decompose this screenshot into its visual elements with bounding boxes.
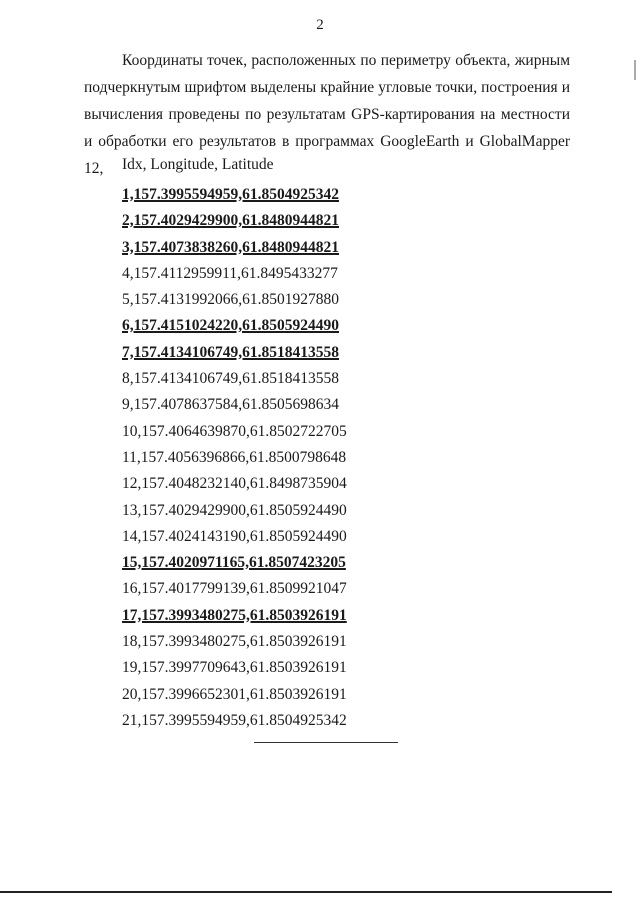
- coordinate-row: 9,157.4078637584,61.8505698634: [122, 396, 339, 414]
- coordinate-row: 11,157.4056396866,61.8500798648: [122, 448, 347, 466]
- coordinate-row: 16,157.4017799139,61.8509921047: [122, 580, 347, 598]
- footer-rule: [0, 891, 612, 893]
- coordinate-row: 21,157.3995594959,61.8504925342: [122, 711, 347, 729]
- coordinate-row-corner: 3,157.4073838260,61.8480944821: [122, 238, 339, 256]
- coordinate-row-corner: 2,157.4029429900,61.8480944821: [122, 212, 339, 230]
- page-number: 2: [316, 17, 324, 33]
- coordinate-row: 5,157.4131992066,61.8501927880: [122, 291, 339, 309]
- end-separator-line: [254, 742, 398, 743]
- table-header: Idx, Longitude, Latitude: [122, 156, 274, 173]
- coordinate-row: 8,157.4134106749,61.8518413558: [122, 370, 339, 388]
- coordinate-row: 4,157.4112959911,61.8495433277: [122, 264, 338, 282]
- coordinate-row-corner: 17,157.3993480275,61.8503926191: [122, 606, 347, 624]
- coordinate-row: 13,157.4029429900,61.8505924490: [122, 501, 347, 519]
- coordinate-list: [122, 185, 347, 737]
- coordinate-row: 20,157.3996652301,61.8503926191: [122, 685, 347, 703]
- coordinate-row: 10,157.4064639870,61.8502722705: [122, 422, 347, 440]
- coordinate-row-corner: 1,157.3995594959,61.8504925342: [122, 186, 339, 203]
- coordinate-row: 12,157.4048232140,61.8498735904: [122, 475, 347, 493]
- intro-paragraph: Координаты точек, расположенных по периметру объекта, жирным подчеркнутым шрифтом выделены крайние угловые точки, построения и вычисления проведены по результатам GPS-картирования на местности и обработки его результатов в программах GoogleEarth и GlobalMapper 12,: [84, 52, 570, 177]
- scan-edge-mark: [634, 60, 636, 80]
- coordinate-row-corner: 7,157.4134106749,61.8518413558: [122, 343, 339, 361]
- coordinate-row-corner: 6,157.4151024220,61.8505924490: [122, 317, 339, 335]
- coordinate-row: 14,157.4024143190,61.8505924490: [122, 527, 347, 545]
- coordinate-row: 18,157.3993480275,61.8503926191: [122, 633, 347, 651]
- coordinate-row: 19,157.3997709643,61.8503926191: [122, 659, 347, 677]
- coordinate-row-corner: 15,157.4020971165,61.8507423205: [122, 554, 346, 572]
